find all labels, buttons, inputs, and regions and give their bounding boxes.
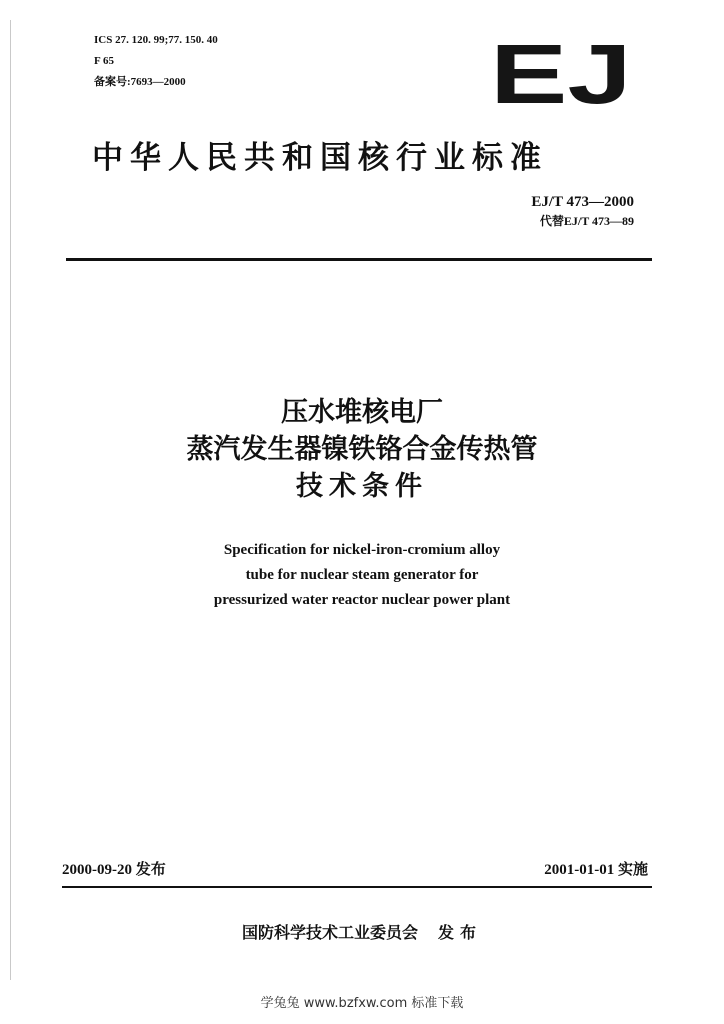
chinese-title-line-2: 蒸汽发生器镍铁铬合金传热管 — [186, 434, 538, 465]
english-title-line-3: pressurized water reactor nuclear power plant — [213, 592, 511, 608]
standard-number: EJ/T 473—2000 — [531, 194, 634, 210]
issuer-line — [0, 920, 724, 943]
english-title — [0, 538, 724, 613]
ej-logo: EJ — [490, 27, 632, 121]
chinese-title-line-1: 压水堆核电厂 — [281, 397, 443, 428]
issuing-organization: 国防科学技术工业委员会 — [241, 923, 418, 942]
effective-date: 2001-01-01 实施 — [544, 862, 648, 878]
record-number: 备案号:7693—2000 — [94, 76, 186, 88]
standard-number-block — [531, 192, 634, 230]
ics-code: ICS 27. 120. 99;77. 150. 40 — [94, 34, 218, 46]
chinese-title — [0, 394, 724, 505]
classification-codes — [94, 30, 218, 93]
download-footer: 学兔兔 www.bzfxw.com 标准下载 — [260, 996, 464, 1011]
english-title-line-2: tube for nuclear steam generator for — [245, 567, 479, 583]
header-divider — [66, 258, 652, 261]
category-code: F 65 — [94, 55, 115, 67]
english-title-line-1: Specification for nickel-iron-cromium alloy — [223, 542, 501, 558]
issue-verb: 发布 — [438, 923, 483, 942]
chinese-title-line-3: 技术条件 — [296, 471, 428, 502]
standard-heading: 中华人民共和国核行业标准 — [92, 140, 548, 176]
replaces-number: 代替EJ/T 473—89 — [539, 214, 634, 228]
issue-date: 2000-09-20 发布 — [62, 862, 166, 878]
footer-divider — [62, 886, 652, 888]
